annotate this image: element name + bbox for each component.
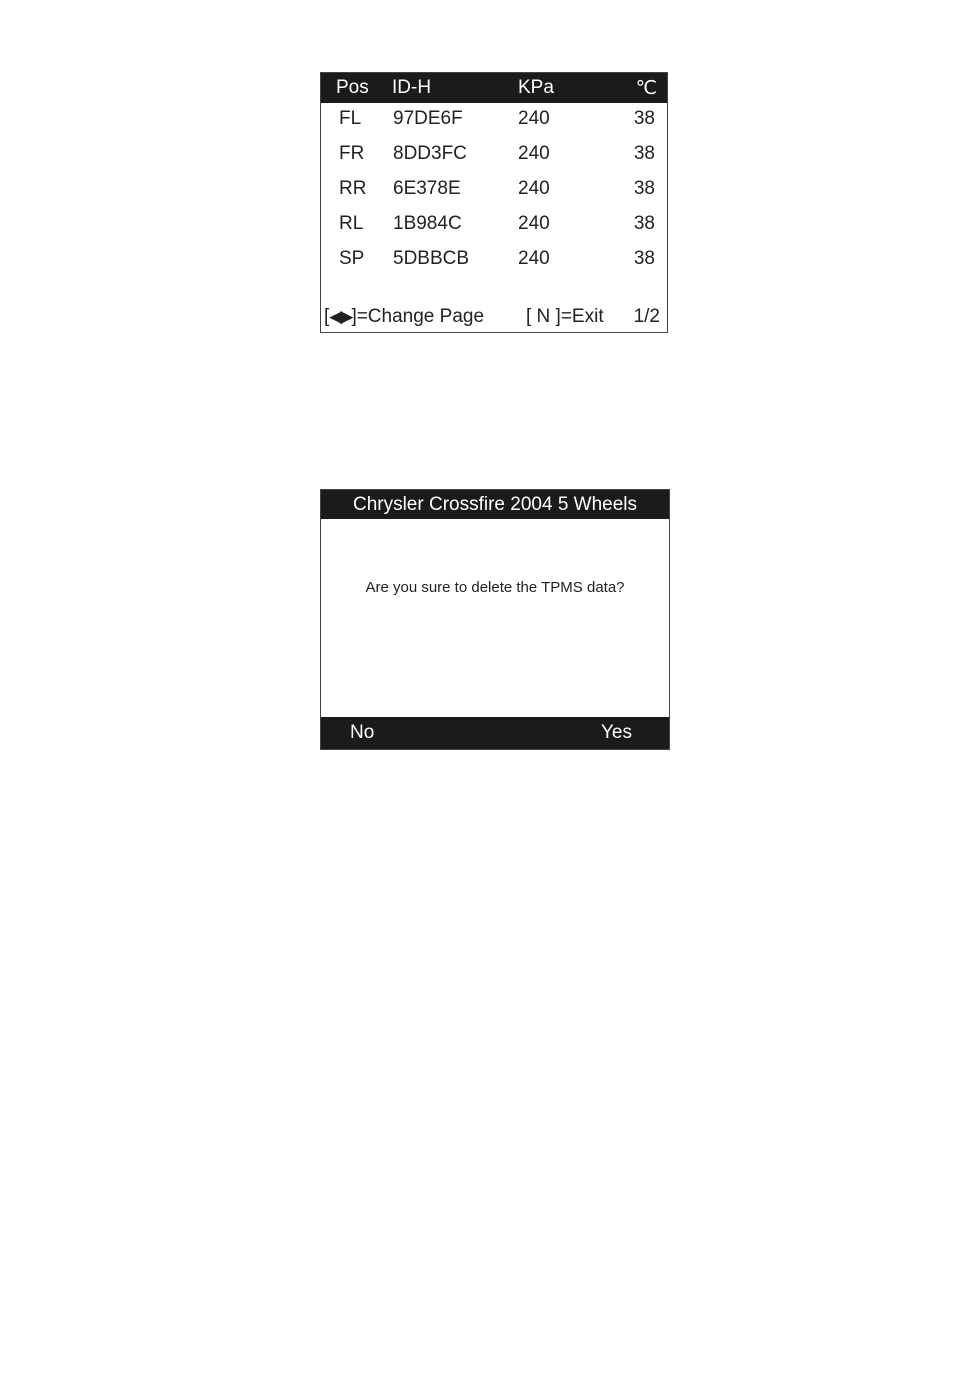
row-pos: FR	[339, 143, 365, 164]
header-kpa: KPa	[518, 77, 554, 98]
dialog-title: Chrysler Crossfire 2004 5 Wheels	[321, 490, 669, 519]
row-id: 8DD3FC	[393, 143, 467, 164]
row-pos: SP	[339, 248, 365, 269]
row-pos: RR	[339, 178, 367, 199]
row-pos: RL	[339, 213, 364, 234]
delete-confirm-screen	[320, 489, 670, 750]
page-indicator: 1/2	[633, 306, 660, 327]
row-kpa: 240	[518, 178, 550, 199]
table-row	[321, 213, 667, 243]
row-kpa: 240	[518, 108, 550, 129]
left-right-arrows-icon: ◀▶	[329, 307, 352, 326]
row-id: 5DBBCB	[393, 248, 470, 269]
table-row	[321, 108, 667, 138]
table-row	[321, 143, 667, 173]
dialog-message: Are you sure to delete the TPMS data?	[365, 579, 625, 596]
row-kpa: 240	[518, 213, 550, 234]
table-footer	[321, 304, 667, 330]
row-kpa: 240	[518, 143, 550, 164]
row-temp: 38	[633, 108, 655, 129]
header-temp: ℃	[635, 78, 657, 99]
header-pos: Pos	[336, 77, 369, 98]
row-id: 1B984C	[393, 213, 462, 234]
yes-button[interactable]: Yes	[601, 722, 632, 743]
dialog-button-bar	[321, 717, 669, 749]
tpms-data-screen	[320, 72, 668, 333]
nav-prefix: [	[324, 306, 330, 327]
header-id: ID-H	[392, 77, 432, 98]
row-id: 97DE6F	[393, 108, 463, 129]
row-temp: 38	[633, 248, 655, 269]
no-button[interactable]: No	[350, 722, 375, 743]
table-header	[321, 73, 667, 103]
row-id: 6E378E	[393, 178, 461, 199]
row-temp: 38	[633, 178, 655, 199]
exit-hint[interactable]: [ N ]=Exit	[526, 306, 604, 327]
row-temp: 38	[633, 143, 655, 164]
nav-suffix: ]=Change Page	[351, 306, 485, 327]
row-kpa: 240	[518, 248, 550, 269]
change-page-hint[interactable]	[324, 306, 484, 328]
row-pos: FL	[339, 108, 362, 129]
table-row	[321, 178, 667, 208]
row-temp: 38	[633, 213, 655, 234]
table-row	[321, 248, 667, 278]
